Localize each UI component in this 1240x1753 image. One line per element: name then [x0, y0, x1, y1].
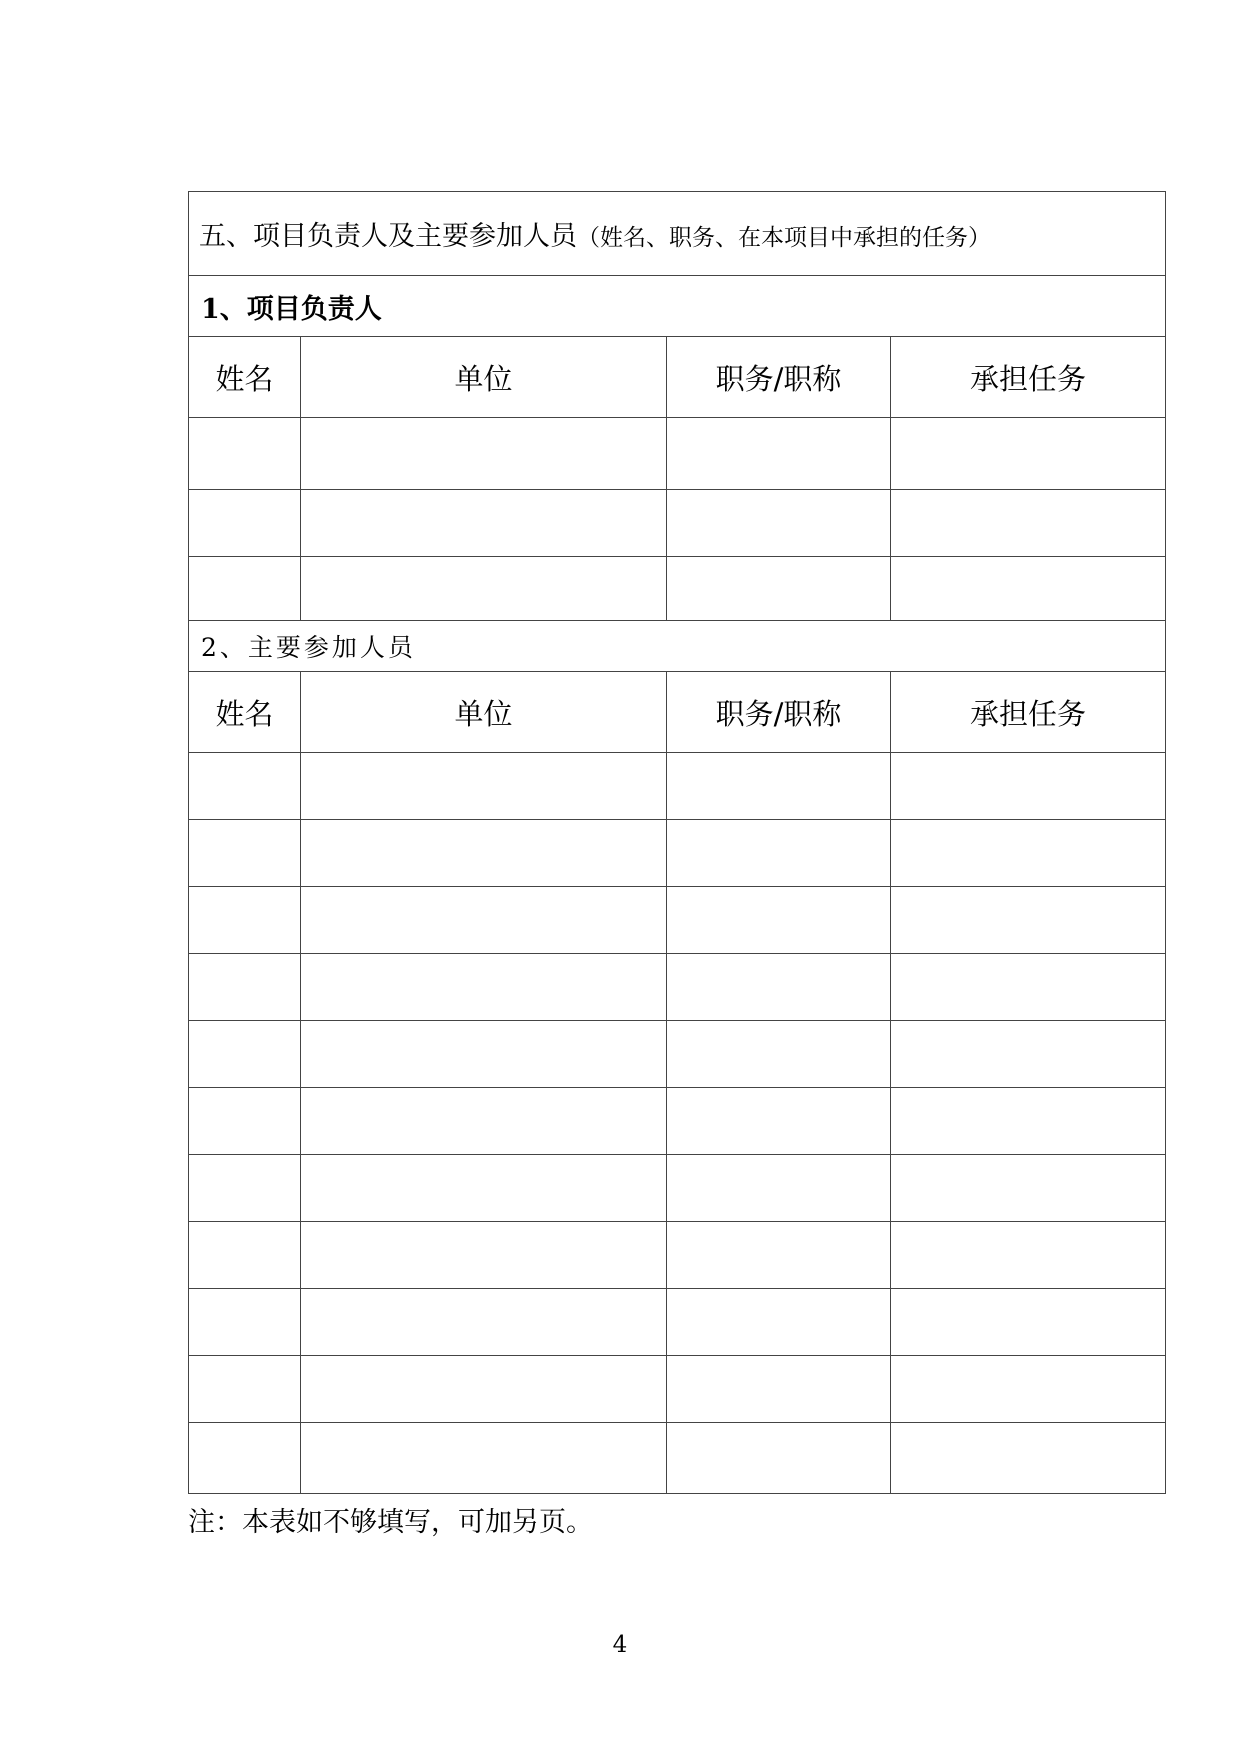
- section-title-row: [189, 192, 1166, 276]
- member-name-cell[interactable]: [189, 1088, 301, 1155]
- member-title-cell[interactable]: [667, 954, 891, 1021]
- member-row: [189, 753, 1166, 820]
- leader-col-unit: 单位: [301, 337, 667, 418]
- member-task-cell[interactable]: [891, 1088, 1166, 1155]
- member-unit-cell[interactable]: [301, 820, 667, 887]
- member-title-cell[interactable]: [667, 753, 891, 820]
- leader-task-cell[interactable]: [891, 490, 1166, 557]
- leader-name-cell[interactable]: [189, 418, 301, 490]
- leader-row: [189, 490, 1166, 557]
- member-task-cell[interactable]: [891, 1222, 1166, 1289]
- leader-unit-cell[interactable]: [301, 557, 667, 621]
- member-unit-cell[interactable]: [301, 1289, 667, 1356]
- member-row: [189, 887, 1166, 954]
- leader-header-row: [189, 337, 1166, 418]
- member-name-cell[interactable]: [189, 887, 301, 954]
- footnote: 注：本表如不够填写，可加另页。: [188, 1507, 593, 1538]
- member-name-cell[interactable]: [189, 1423, 301, 1494]
- members-col-title: 职务/职称: [667, 672, 891, 753]
- member-task-cell[interactable]: [891, 954, 1166, 1021]
- member-row: [189, 1222, 1166, 1289]
- member-row: [189, 1423, 1166, 1494]
- member-task-cell[interactable]: [891, 1289, 1166, 1356]
- member-name-cell[interactable]: [189, 753, 301, 820]
- leader-title-cell[interactable]: [667, 418, 891, 490]
- leader-heading-row: [189, 276, 1166, 337]
- member-unit-cell[interactable]: [301, 1021, 667, 1088]
- leader-section-heading: 1、项目负责人: [189, 276, 1166, 337]
- members-col-unit: 单位: [301, 672, 667, 753]
- member-name-cell[interactable]: [189, 820, 301, 887]
- members-col-task: 承担任务: [891, 672, 1166, 753]
- member-row: [189, 954, 1166, 1021]
- member-name-cell[interactable]: [189, 1021, 301, 1088]
- member-title-cell[interactable]: [667, 1021, 891, 1088]
- member-task-cell[interactable]: [891, 1155, 1166, 1222]
- member-title-cell[interactable]: [667, 820, 891, 887]
- member-task-cell[interactable]: [891, 820, 1166, 887]
- leader-row: [189, 557, 1166, 621]
- leader-col-title: 职务/职称: [667, 337, 891, 418]
- member-row: [189, 1356, 1166, 1423]
- members-section-heading: 2、主要参加人员: [189, 621, 1166, 672]
- section-title-main: 五、项目负责人及主要参加人员: [199, 221, 577, 252]
- section-title-note: （姓名、职务、在本项目中承担的任务）: [577, 225, 991, 251]
- leader-title-cell[interactable]: [667, 490, 891, 557]
- page-number: 4: [612, 1632, 628, 1658]
- member-title-cell[interactable]: [667, 1222, 891, 1289]
- members-header-row: [189, 672, 1166, 753]
- leader-name-cell[interactable]: [189, 490, 301, 557]
- member-unit-cell[interactable]: [301, 954, 667, 1021]
- leader-task-cell[interactable]: [891, 557, 1166, 621]
- section-title: [189, 192, 1166, 276]
- leader-name-cell[interactable]: [189, 557, 301, 621]
- leader-unit-cell[interactable]: [301, 490, 667, 557]
- leader-row: [189, 418, 1166, 490]
- member-task-cell[interactable]: [891, 1356, 1166, 1423]
- member-name-cell[interactable]: [189, 954, 301, 1021]
- member-row: [189, 1289, 1166, 1356]
- member-unit-cell[interactable]: [301, 1423, 667, 1494]
- member-title-cell[interactable]: [667, 1356, 891, 1423]
- personnel-form-table: [188, 191, 1166, 1494]
- member-name-cell[interactable]: [189, 1289, 301, 1356]
- member-task-cell[interactable]: [891, 887, 1166, 954]
- leader-col-name: 姓名: [189, 337, 301, 418]
- member-row: [189, 1021, 1166, 1088]
- member-unit-cell[interactable]: [301, 1356, 667, 1423]
- member-task-cell[interactable]: [891, 753, 1166, 820]
- member-unit-cell[interactable]: [301, 887, 667, 954]
- member-row: [189, 1155, 1166, 1222]
- member-name-cell[interactable]: [189, 1155, 301, 1222]
- member-unit-cell[interactable]: [301, 1088, 667, 1155]
- leader-task-cell[interactable]: [891, 418, 1166, 490]
- leader-title-cell[interactable]: [667, 557, 891, 621]
- member-title-cell[interactable]: [667, 1423, 891, 1494]
- members-heading-row: [189, 621, 1166, 672]
- member-name-cell[interactable]: [189, 1356, 301, 1423]
- members-col-name: 姓名: [189, 672, 301, 753]
- leader-unit-cell[interactable]: [301, 418, 667, 490]
- member-row: [189, 1088, 1166, 1155]
- member-unit-cell[interactable]: [301, 1222, 667, 1289]
- member-title-cell[interactable]: [667, 1088, 891, 1155]
- member-task-cell[interactable]: [891, 1021, 1166, 1088]
- member-name-cell[interactable]: [189, 1222, 301, 1289]
- leader-col-task: 承担任务: [891, 337, 1166, 418]
- member-row: [189, 820, 1166, 887]
- member-title-cell[interactable]: [667, 1289, 891, 1356]
- member-unit-cell[interactable]: [301, 753, 667, 820]
- member-title-cell[interactable]: [667, 1155, 891, 1222]
- member-task-cell[interactable]: [891, 1423, 1166, 1494]
- member-unit-cell[interactable]: [301, 1155, 667, 1222]
- member-title-cell[interactable]: [667, 887, 891, 954]
